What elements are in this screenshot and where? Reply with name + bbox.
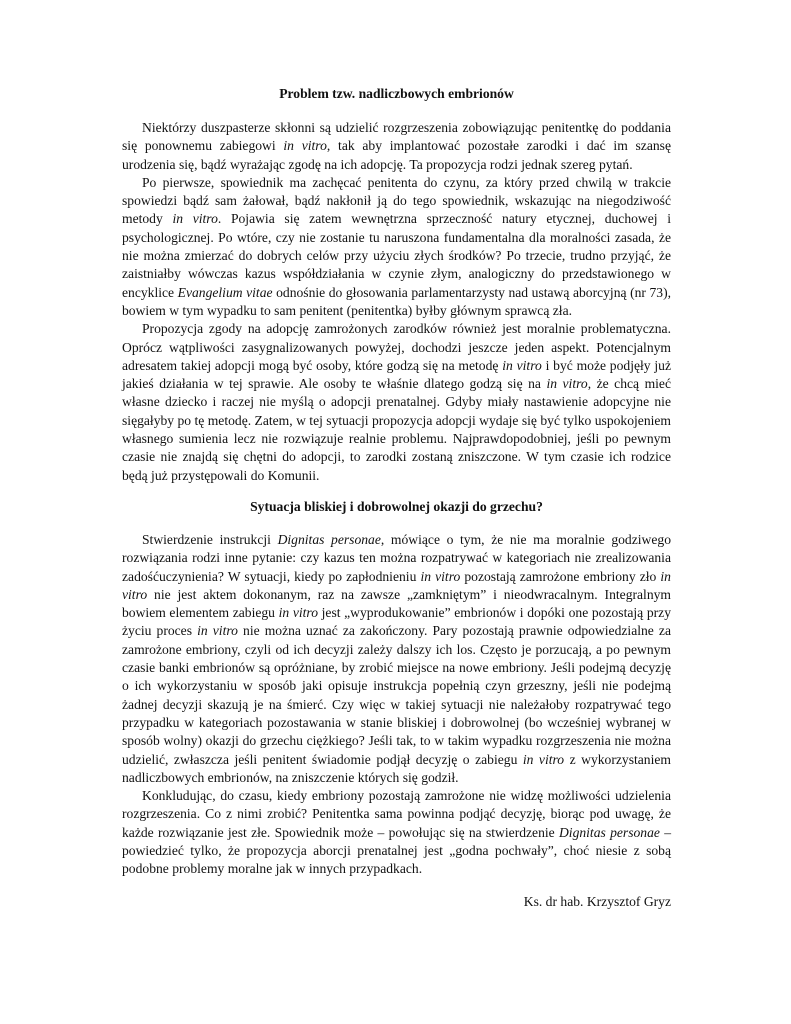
text-run: Propozycja zgody na adopcję zamrożonych zarodków również jest moralnie problematyczna. Oprócz wątpliwości zasygnalizowanych powyżej, dochodzi jeszcze jeden aspekt. Potencjalnym adresatem takiej adopcji mogą być osoby, które godzą się na metodę: [122, 321, 671, 373]
text-run: i być może podjęły już jakieś działania w tej sprawie. Ale osoby te właśnie dlatego godzą się na: [122, 357, 671, 392]
italic-term: in vitro: [278, 605, 318, 621]
italic-term: in vitro: [522, 751, 565, 767]
text-run: , tak aby implantować pozostałe zarodki i dać im szansę urodzenia się, bądź wyrażając zgodę na ich adopcję. Ta propozycja rodzi jednak szereg pytań.: [122, 138, 671, 172]
italic-term: Dignitas personae: [277, 531, 381, 547]
text-run: odnośnie do głosowania parlamentarzysty nad ustawą aborcyjną (nr 73), bowiem w tym wypadku to sam penitent (penitentka) byłby głównym sprawcą zła.: [122, 284, 672, 318]
text-run: Konkludując, do czasu, kiedy embriony pozostają zamrożone nie widzę możliwości udzielenia rozgrzeszenia. Co z nimi zrobić? Penitentka sama powinna podjąć decyzję, biorąc pod uwagę, że każde rozwiązanie jest złe. Spowiednik może – powołując się na stwierdzenie: [122, 788, 671, 840]
italic-term: in vitro: [283, 138, 327, 154]
paragraph: [122, 787, 671, 878]
text-run: , mówiące o tym, że nie ma moralnie godziwego rozwiązania rodzi inne pytanie: czy kazus ten można rozpatrywać w kategoriach nie zrealizowania zadośćuczynienia? W sytuacji, kiedy po zapłodnieniu: [122, 531, 671, 584]
text-run: nie jest aktem dokonanym, raz na zawsze „zamkniętym” i nieodwracalnym. Integralnym bowiem elementem zabiegu: [122, 586, 671, 621]
italic-term: Evangelium vitae: [177, 284, 273, 300]
text-run: Po pierwsze, spowiednik ma zachęcać penitenta do czynu, za który przed chwilą w trakcie spowiedzi bądź sam żałował, bądź nakłonił ją do tego spowiednik, wskazując na niegodziwość metody: [122, 174, 671, 227]
text-run: z wykorzystaniem nadliczbowych embrionów, na zniszczenie których się godził.: [122, 751, 671, 785]
text-run: pozostają zamrożone embriony zło: [460, 568, 661, 584]
text-run: Niektórzy duszpasterze skłonni są udzielić rozgrzeszenia zobowiązując penitentkę do poddania się ponownemu zabiegowi: [122, 120, 671, 154]
text-run: jest „wyprodukowanie” embrionów i dopóki one pozostają przy życiu proces: [122, 605, 671, 639]
paragraph: [122, 174, 671, 320]
italic-term: in vitro: [420, 568, 461, 584]
text-run: – powiedzieć tylko, że propozycja aborcji prenatalnej jest „godna pochwały”, choć niesie z sobą podobne problemy moralne jak w innych przypadkach.: [122, 824, 671, 877]
text-run: Stwierdzenie instrukcji: [142, 531, 278, 547]
document-page: [122, 84, 671, 911]
italic-term: in vitro: [502, 357, 542, 373]
section-title-occasion-of-sin: Sytuacja bliskiej i dobrowolnej okazji do grzechu?: [250, 498, 543, 514]
paragraph: [122, 531, 671, 787]
paragraph: [122, 119, 671, 174]
author-signature: Ks. dr hab. Krzysztof Gryz: [523, 893, 671, 909]
italic-term: in vitro: [197, 623, 238, 639]
italic-term: in vitro: [546, 376, 588, 392]
italic-term: in vitro: [122, 568, 671, 602]
text-run: nie można uznać za zakończony. Pary pozostają prawnie odpowiedzialne za zamrożone embriony, czyli od ich decyzji zależy dalszy ich los. Często je porzucają, a po pewnym czasie banki embrionów są opróżniane, by zrobić miejsce na nowe embriony. Jeśli podejmą decyzję o ich wykorzystaniu w sposób jaki opisuje instrukcja popełnią czyn grzeszny, jeśli nie podejmą żadnej decyzji skazują je na śmierć. Czy więc w takiej sytuacji nie należałoby rozpatrywać tego przypadku w kategoriach pozostawania w stanie bliskiej i dobrowolnej (bo wcześniej wybranej w sposób wolny) okazji do grzechu ciężkiego? Jeśli tak, to w takim wypadku rozgrzeszenia nie można udzielić, zwłaszcza jeśli penitent świadomie podjął decyzję o zabiegu: [122, 623, 671, 767]
paragraph: [122, 320, 671, 485]
italic-term: Dignitas personae: [558, 824, 660, 840]
section-title-surplus-embryos: Problem tzw. nadliczbowych embrionów: [279, 86, 514, 101]
italic-term: in vitro: [172, 211, 218, 227]
text-run: , że chcą mieć własne dziecko i raczej nie myślą o adopcji prenatalnej. Gdyby miały nastawienie adopcyjne nie sięgałyby po tę metodę. Zatem, w tej sytuacji propozycja adopcji wydaje się być tylko uspokojeniem własnego sumienia lecz nie rozwiązuje realnie problemu. Najprawdopodobniej, jeśli po pewnym czasie nie znajdą się chętni do adopcji, to zarodki zostaną zniszczone. W tym czasie ich rodzice będą już przystępowali do Komunii.: [122, 376, 671, 483]
text-run: . Pojawia się zatem wewnętrzna sprzeczność natury etycznej, duchowej i psychologicznej. Po wtóre, czy nie zostanie tu naruszona fundamentalna dla moralności zasada, że nie można zmierzać do dobrych celów przy użyciu złych środków? Po trzecie, trudno przyjąć, że zaistniałby wówczas kazus współdziałania w czynie złym, analogiczny do przedstawionego w encyklice: [122, 211, 671, 300]
